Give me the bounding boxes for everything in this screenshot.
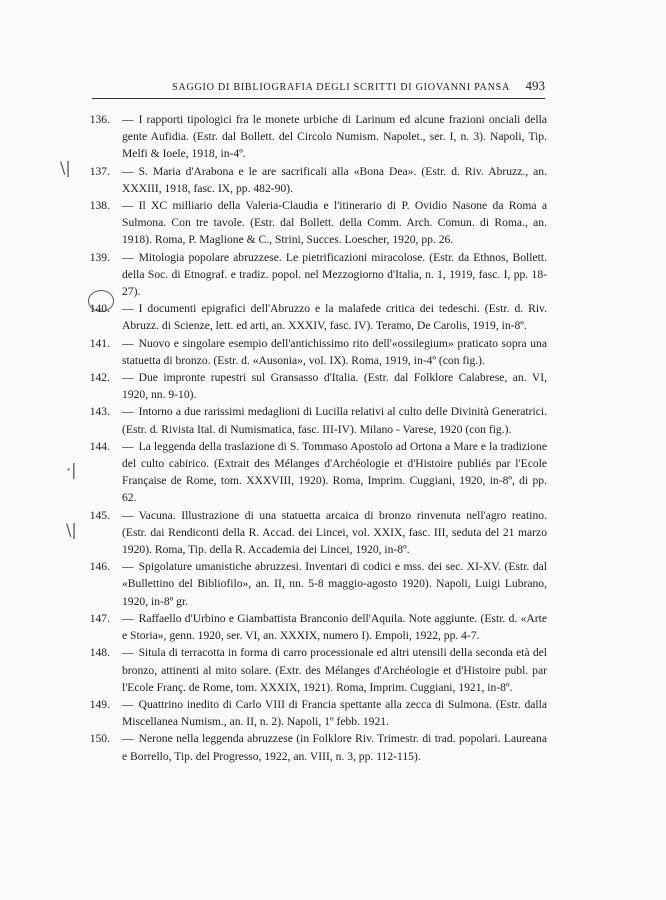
margin-mark-144: ·| <box>66 460 77 479</box>
entry-number: 137. <box>89 164 110 178</box>
bibliography-entry <box>89 730 547 764</box>
bibliography-entry <box>89 558 547 610</box>
bibliography-entry <box>89 111 547 163</box>
entry-text: I documenti epigrafici dell'Abruzzo e la malafede critica dei tedeschi. (Estr. d. Riv. Abruzz. di Scienze, lett. ed arti, an. XXXIV, fasc. IV). Teramo, De Carolis, 1919, in-8º. <box>122 302 547 333</box>
entry-dash: — <box>122 250 134 264</box>
entry-number: 145. <box>89 508 110 522</box>
page-number: 493 <box>525 78 545 93</box>
bibliography-entry <box>89 403 547 437</box>
header-rule <box>92 98 545 99</box>
entry-number: 146. <box>89 560 110 574</box>
entry-number: 140. <box>89 302 110 316</box>
entry-dash: — <box>122 646 134 660</box>
entry-number: 141. <box>89 336 110 350</box>
entry-dash: — <box>122 164 134 178</box>
bibliography-entry <box>89 610 547 644</box>
entry-text: Mitologia popolare abruzzese. Le pietrificazioni miracolose. (Estr. da Ethnos, Bollett. della Soc. di Etnograf. e tradiz. popol. nel Mezzogiorno d'Italia, n. 1, 1919, fasc. I, pp. 18-27). <box>122 250 547 299</box>
bibliography-list <box>89 111 547 765</box>
entry-dash: — <box>122 113 134 126</box>
entry-number: 144. <box>89 439 110 453</box>
entry-text: Situla di terracotta in forma di carro processionale ed altri utensili della seconda età del bronzo, attinenti al mito solare. (Extr. des Mélanges d'Archéologie et d'Histoire publ. par l'Ecole Franç. de Rome, tom. XXXIX, 1921). Roma, Imprim. Cuggiani, 1921, in-8º. <box>122 646 547 694</box>
entry-text: Intorno a due rarissimi medaglioni di Lucilla relativi al culto delle Divinità Generatrici. (Estr. d. Rivista Ital. di Numismatica, fasc. III-IV). Milano - Varese, 1920 (con fig.). <box>122 405 547 436</box>
running-title: SAGGIO DI BIBLIOGRAFIA DEGLI SCRITTI DI GIOVANNI PANSA <box>172 82 511 93</box>
entry-number: 148. <box>89 646 110 660</box>
bibliography-entry <box>89 335 547 369</box>
entry-text: Il XC milliario della Valeria-Claudia e l'itinerario di P. Ovidio Nasone da Roma a Sulmona. Con tre tavole. (Estr. dal Bollett. della Comm. Arch. Comun. di Roma., an. 1918). Roma, P. Maglione & C., Strini, Succes. Loescher, 1920, pp. 26. <box>122 199 547 247</box>
entry-dash: — <box>122 611 134 625</box>
entry-number: 139. <box>89 250 110 264</box>
entry-number: 150. <box>89 732 110 746</box>
bibliography-entry <box>89 696 547 730</box>
entry-dash: — <box>122 199 134 213</box>
entry-text: Raffaello d'Urbino e Giambattista Branconio dell'Aquila. Note aggiunte. (Estr. d. «Arte e Storia», genn. 1920, ser. VI, an. XXXIX, numero I). Empoli, 1922, pp. 4-7. <box>122 611 547 643</box>
entry-dash: — <box>122 560 134 574</box>
entry-dash: — <box>122 508 134 522</box>
entry-text: S. Maria d'Arabona e le are sacrificali alla «Bona Dea». (Estr. d. Riv. Abruzz., an. XXXIII, 1918, fasc. IX, pp. 482-90). <box>122 164 547 195</box>
bibliography-entry <box>89 300 547 334</box>
bibliography-entry <box>89 249 547 301</box>
entry-dash: — <box>122 302 134 316</box>
bibliography-entry <box>89 507 547 559</box>
entry-dash: — <box>122 336 134 350</box>
entry-dash: — <box>122 371 134 385</box>
running-header <box>92 78 545 100</box>
entry-text: Nuovo e singolare esempio dell'antichissimo rito dell'«ossilegium» praticato sopra una statuetta di bronzo. (Estr. d. «Ausonia», vol. IX). Roma, 1919, in-4º (con fig.). <box>122 336 547 367</box>
entry-number: 136. <box>89 113 110 126</box>
entry-dash: — <box>122 439 134 453</box>
entry-number: 147. <box>89 611 110 625</box>
bibliography-entry <box>89 438 547 507</box>
entry-number: 149. <box>89 697 110 711</box>
margin-mark-138: \| <box>60 158 71 177</box>
entry-text: Nerone nella leggenda abruzzese (in Folklore Riv. Trimestr. di trad. popolari. Laureana e Borrello, Tip. del Progresso, 1922, an. VIII, n. 3, pp. 112-115). <box>122 732 547 763</box>
entry-text: Vacuna. Illustrazione di una statuetta arcaica di bronzo rinvenuta nell'agro reatino. (Estr. dai Rendiconti della R. Accad. dei Lincei, vol. XXIX, fasc. III, seduta del 21 marzo 1920). Roma, Tip. della R. Accademia dei Lincei, 1920, in-8º. <box>122 508 547 557</box>
entry-text: Quattrino inedito di Carlo VIII di Francia spettante alla zecca di Sulmona. (Estr. dalla Miscellanea Numism., an. II, n. 2). Napoli, 1º febb. 1921. <box>122 697 547 729</box>
entry-text: Spigolature umanistiche abruzzesi. Inventari di codici e mss. dei sec. XI-XV. (Estr. dal «Bullettino del Bibliofilo», an. II, nn. 5-8 maggio-agosto 1920). Napoli, Luigi Lubrano, 1920, in-8º gr. <box>122 560 547 608</box>
bibliography-entry <box>89 369 547 403</box>
entry-text: La leggenda della traslazione di S. Tommaso Apostolo ad Ortona a Mare e la tradizione del culto cabirico. (Extrait des Mélanges d'Archéologie et d'Histoire publiés par l'Ecole Française de Rome, tom. XXXVIII, 1920). Roma, Imprim. Cuggiani, 1920, in-8º, di pp. 62. <box>122 439 547 505</box>
entry-text: I rapporti tipologici fra le monete urbiche di Larinum ed alcune frazioni onciali della gente Aufidia. (Estr. dal Bollett. del Circolo Numism. Napolet., ser. I, n. 3). Napoli, Tip. Melfi & Ioele, 1918, in-4º. <box>122 113 547 161</box>
entry-number: 142. <box>89 371 110 385</box>
entry-dash: — <box>122 697 134 711</box>
entry-number: 143. <box>89 405 110 419</box>
margin-mark-145: \| <box>66 520 77 539</box>
bibliography-entry <box>89 163 547 197</box>
bibliography-entry <box>89 644 547 696</box>
bibliography-entry <box>89 197 547 249</box>
entry-number: 138. <box>89 199 110 213</box>
entry-dash: — <box>122 405 134 419</box>
entry-text: Due impronte rupestri sul Gransasso d'Italia. (Estr. dal Folklore Calabrese, an. VI, 1920, nn. 9-10). <box>122 371 547 402</box>
entry-dash: — <box>122 732 134 746</box>
